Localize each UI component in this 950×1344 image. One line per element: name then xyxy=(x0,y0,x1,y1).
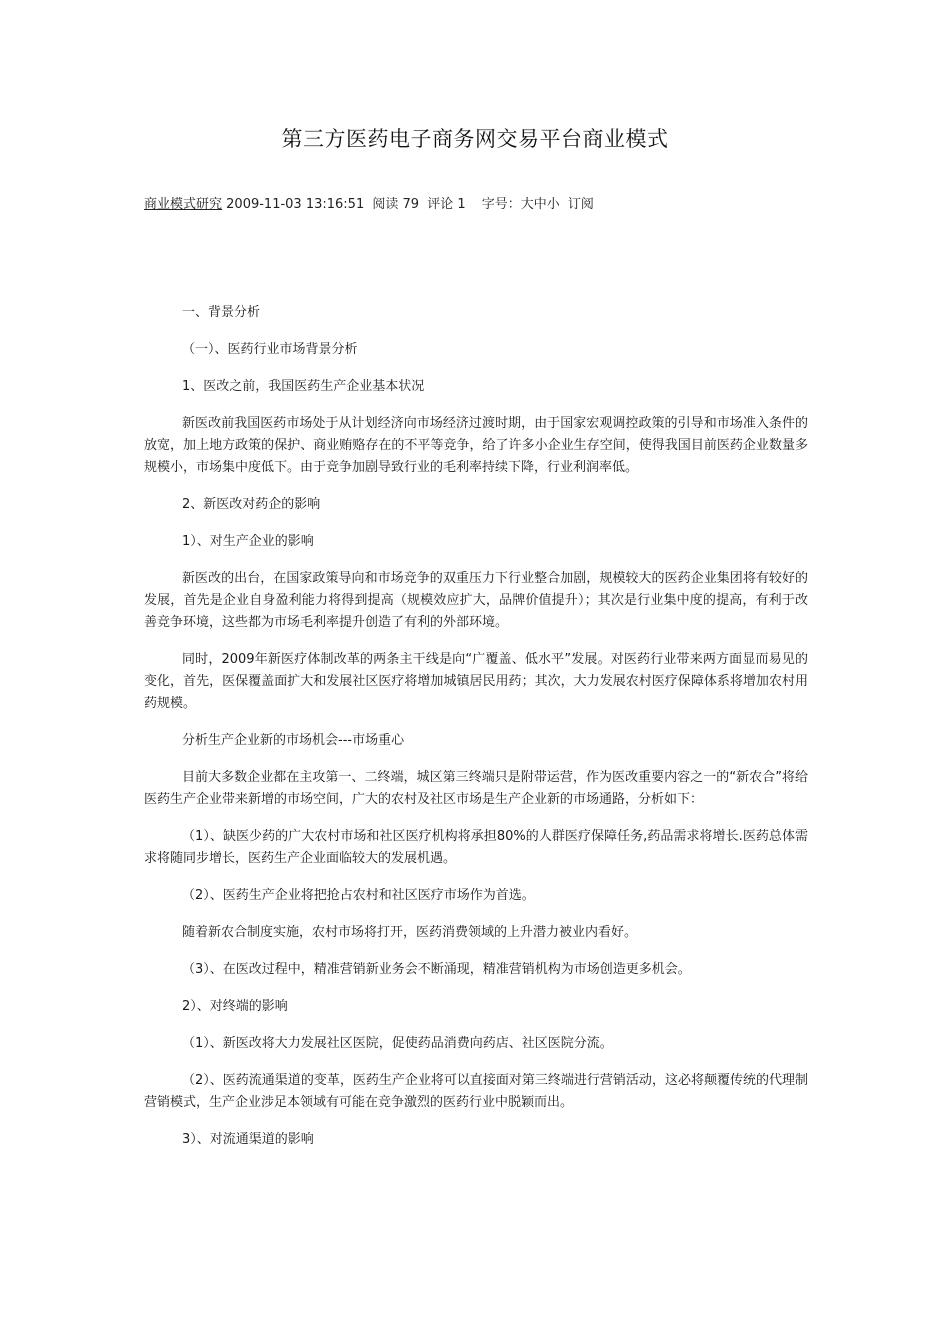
subscribe-link[interactable]: 订阅 xyxy=(567,197,594,212)
font-size-control[interactable]: 字号：大中小 xyxy=(481,197,560,212)
comment-count: 评论 1 xyxy=(427,197,466,212)
document-title: 第三方医药电子商务网交易平台商业模式 xyxy=(281,127,669,151)
paragraph: 新医改前我国医药市场处于从计划经济向市场经济过渡时期，由于国家宏观调控政策的引导和市场准入条件的放宽，加上地方政策的保护、商业贿赂存在的不平等竞争，给了许多小企业生存空间，使得我国目前医药企业数量多规模小，市场集中度低下。由于竞争加剧导致行业的毛利率持续下降，行业利润率低。 xyxy=(144,416,808,475)
subheading-before-reform: 1、医改之前，我国医药生产企业基本状况 xyxy=(182,379,425,394)
list-item: （1）、新医改将大力发展社区医院，促使药品消费向药店、社区医院分流。 xyxy=(182,1036,613,1051)
paragraph: 同时，2009年新医疗体制改革的两条主干线是向“广覆盖、低水平”发展。对医药行业带来两方面显而易见的变化，首先，医保覆盖面扩大和发展社区医疗将增加城镇居民用药；其次，大力发展农村医疗保障体系将增加农村用药规模。 xyxy=(144,652,808,711)
subheading-terminal: 2）、对终端的影响 xyxy=(182,999,288,1014)
category-link[interactable]: 商业模式研究 xyxy=(144,197,223,212)
subheading-production: 1）、对生产企业的影响 xyxy=(182,534,314,549)
list-item: （2）、医药生产企业将把抢占农村和社区医疗市场作为首选。 xyxy=(182,888,535,903)
paragraph: 目前大多数企业都在主攻第一、二终端，城区第三终端只是附带运营，作为医改重要内容之一的“新农合”将给医药生产企业带来新增的市场空间，广大的农村及社区市场是生产企业新的市场通路，分析如下： xyxy=(144,770,808,807)
paragraph: 新医改的出台，在国家政策导向和市场竞争的双重压力下行业整合加剧，规模较大的医药企业集团将有较好的发展，首先是企业自身盈利能力将得到提高（规模效应扩大，品牌价值提升）；其次是行业集中度的提高，有利于改善竞争环境，这些都为市场毛利率提升创造了有利的外部环境。 xyxy=(144,571,808,630)
list-item: （2）、医药流通渠道的变革，医药生产企业将可以直接面对第三终端进行营销活动，这必将颠覆传统的代理制营销模式，生产企业涉足本领域有可能在竞争激烈的医药行业中脱颖而出。 xyxy=(144,1073,808,1110)
paragraph: 随着新农合制度实施，农村市场将打开，医药消费领域的上升潜力被业内看好。 xyxy=(182,925,638,940)
list-item: （3）、在医改过程中，精准营销新业务会不断涌现，精准营销机构为市场创造更多机会。 xyxy=(182,962,691,977)
article-body xyxy=(144,302,808,1166)
subheading-distribution: 3）、对流通渠道的影响 xyxy=(182,1132,314,1147)
subheading-market: （一）、医药行业市场背景分析 xyxy=(182,342,358,357)
read-count: 阅读 79 xyxy=(372,197,420,212)
post-meta xyxy=(144,193,598,212)
list-item: （1）、缺医少药的广大农村市场和社区医疗机构将承担80%的人群医疗保障任务,药品需求将增长.医药总体需求将随同步增长，医药生产企业面临较大的发展机遇。 xyxy=(144,829,808,866)
post-datetime: 2009-11-03 13:16:51 xyxy=(226,197,365,212)
heading-background: 一、背景分析 xyxy=(182,305,261,320)
subheading-impact: 2、新医改对药企的影响 xyxy=(182,497,321,512)
subheading-opportunity: 分析生产企业新的市场机会---市场重心 xyxy=(182,733,405,748)
